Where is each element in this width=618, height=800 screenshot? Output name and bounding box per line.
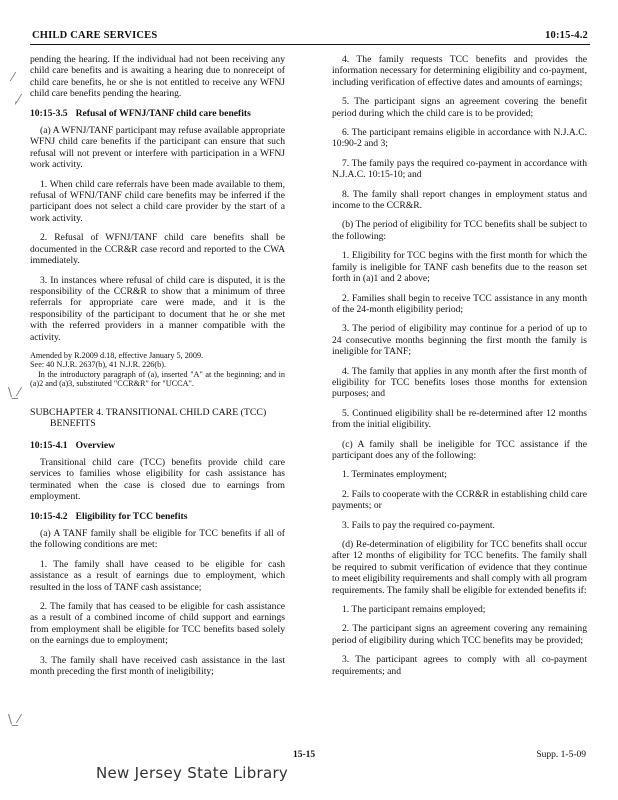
list-item: 2. Fails to cooperate with the CCR&R in establishing child care payments; or xyxy=(332,488,587,512)
list-item: 2. Refusal of WFNJ/TANF child care benefits shall be documented in the CCR&R case record and reported to the CWA immediately. xyxy=(30,232,285,267)
history-note: See: 40 N.J.R. 2637(b), 41 N.J.R. 226(b). xyxy=(30,360,166,370)
margin-mark: \_⁄ xyxy=(8,385,21,399)
right-column xyxy=(332,54,587,685)
header-title: CHILD CARE SERVICES xyxy=(32,30,158,41)
margin-mark: ,⁄ xyxy=(14,92,20,106)
list-item: 1. Eligibility for TCC begins with the first month for which the family is ineligible for TANF cash benefits due to the reason set forth in (a)1 and 2 above; xyxy=(332,250,587,285)
list-item: 5. The participant signs an agreement covering the benefit period during which the child care is to be provided; xyxy=(332,96,587,119)
list-item: 3. The family shall have received cash assistance in the last month preceding the first month of ineligibility; xyxy=(30,654,285,678)
paragraph-d: (d) Re-determination of eligibility for TCC benefits shall occur after 12 months of eligibility for TCC benefits. The family shall be required to submit verification of evidence that they continue to meet eligibility requirements and shall comply with all program requirements. The family shall be eligible for extended benefits if: xyxy=(332,539,587,596)
section-body: Transitional child care (TCC) benefits provide child care services to families whose eligibility for cash assistance has terminated when the case is closed due to earnings from employment. xyxy=(30,456,285,503)
subchapter-heading xyxy=(30,407,285,430)
section-number: 10:15-4.2 xyxy=(30,510,68,522)
list-item: 1. When child care referrals have been made available to them, refusal of WFNJ/TANF child care benefits may be inferred if the participant does not select a child care provider by the start of a work activity. xyxy=(30,178,285,224)
section-title: Eligibility for TCC benefits xyxy=(75,510,188,522)
left-column xyxy=(30,54,285,685)
intro-paragraph: pending the hearing. If the individual had not been receiving any child care benefits and is awaiting a hearing due to nonreceipt of child care benefits, he or she is not entitled to receive any WFNJ child care benefits pending the hearing. xyxy=(30,54,285,100)
list-item: 3. The participant agrees to comply with all co-payment requirements; and xyxy=(332,654,587,677)
list-item: 1. The participant remains employed; xyxy=(342,604,486,616)
paragraph-c: (c) A family shall be ineligible for TCC assistance if the participant does any of the following: xyxy=(332,438,587,461)
history-note: Amended by R.2009 d.18, effective January 5, 2009. xyxy=(30,350,204,360)
subchapter-line: SUBCHAPTER 4. TRANSITIONAL CHILD CARE (TCC) xyxy=(30,406,267,418)
list-item: 2. Families shall begin to receive TCC assistance in any month of the 24-month eligibility period; xyxy=(332,292,587,315)
list-item: 2. The participant signs an agreement covering any remaining period of eligibility during which TCC benefits may be provided; xyxy=(332,623,587,646)
section-heading xyxy=(30,108,285,119)
list-item: 6. The participant remains eligible in accordance with N.J.A.C. 10:90-2 and 3; xyxy=(332,127,587,150)
library-watermark: New Jersey State Library xyxy=(96,764,289,782)
paragraph-a: (a) A WFNJ/TANF participant may refuse available appropriate WFNJ child care benefits if the participant can ensure that such refusal will not prevent or interfere with participation in a WFNJ work activity. xyxy=(30,125,285,171)
list-item: 5. Continued eligibility shall be re-determined after 12 months from the initial eligibility. xyxy=(332,407,587,431)
list-item: 3. Fails to pay the required co-payment. xyxy=(342,519,495,531)
section-heading xyxy=(30,440,285,451)
margin-mark: ⁄ xyxy=(12,70,15,84)
list-item: 4. The family that applies in any month after the first month of eligibility for TCC benefits loses those months for extension purposes; and xyxy=(332,365,587,400)
paragraph-b: (b) The period of eligibility for TCC benefits shall be subject to the following: xyxy=(332,219,587,242)
section-number: 10:15-3.5 xyxy=(30,107,68,119)
history-note: In the introductory paragraph of (a), inserted "A" at the beginning; and in (a)2 and (a)3, substituted "CCR&R" for "UCCA". xyxy=(30,369,285,389)
list-item: 1. The family shall have ceased to be eligible for cash assistance as a result of earnings due to employment, which resulted in the loss of TANF cash assistance; xyxy=(30,558,285,593)
list-item: 2. The family that has ceased to be eligible for cash assistance as a result of a combined income of child support and earnings from employment shall be eligible for TCC benefits based solely on the earnings due to employment; xyxy=(30,601,285,647)
running-header xyxy=(30,28,590,45)
list-item: 4. The family requests TCC benefits and provides the information necessary for determining eligibility and co-payment, including verification of effective dates and amounts of earnings; xyxy=(332,54,587,88)
section-heading xyxy=(30,511,285,522)
list-item: 3. The period of eligibility may continue for a period of up to 24 consecutive months beginning the first month the family is ineligible for TANF; xyxy=(332,323,587,358)
list-item: 8. The family shall report changes in employment status and income to the CCR&R. xyxy=(332,188,587,212)
list-item: 1. Terminates employment; xyxy=(342,469,447,481)
list-item: 7. The family pays the required co-payment in accordance with N.J.A.C. 10:15-10; and xyxy=(332,157,587,181)
list-item: 3. In instances where refusal of child care is disputed, it is the responsibility of the CCR&R to show that a minimum of three referrals for appropriate care were made, and it is the responsibility of the participant to document that he or she met with the referred providers in a manner compatible with the activity. xyxy=(30,274,285,343)
paragraph-a: (a) A TANF family shall be eligible for TCC benefits if all of the following conditions are met: xyxy=(30,528,285,551)
header-section-number: 10:15-4.2 xyxy=(545,30,588,41)
section-title: Refusal of WFNJ/TANF child care benefits xyxy=(75,107,251,119)
margin-mark: \_⁄ xyxy=(8,712,21,726)
page-number: 15-15 xyxy=(293,750,316,760)
section-number: 10:15-4.1 xyxy=(30,439,68,451)
subchapter-line: BENEFITS xyxy=(50,418,96,430)
supplement-date: Supp. 1-5-09 xyxy=(536,750,586,760)
section-title: Overview xyxy=(75,439,116,451)
